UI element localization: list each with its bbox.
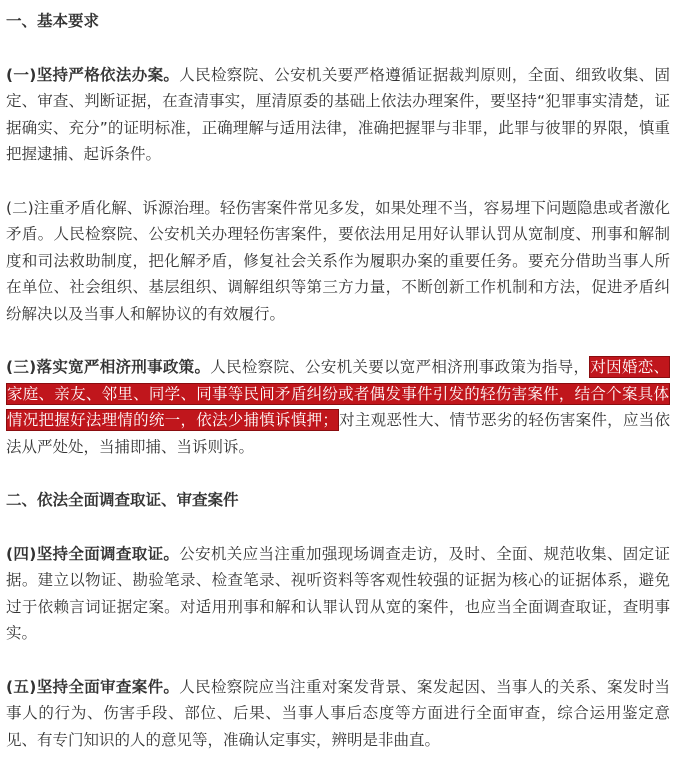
paragraph-3-text-after: 对主观恶性大、情节恶劣的轻伤害案件，应当依法从严处处，当捕即捕、当诉则诉。 xyxy=(6,411,670,456)
paragraph-3-highlighted-text: 对因婚恋、家庭、亲友、邻里、同学、同事等民间矛盾纠纷或者偶发事件引发的轻伤害案件，结合个案具体情况把握好法理情的统一，依法少捕慎诉慎押； xyxy=(7,358,669,429)
paragraph-2-lead: (二)注重矛盾化解、诉源治理。 xyxy=(6,198,220,217)
paragraph-2 xyxy=(6,195,670,328)
paragraph-4-text: 公安机关应当注重加强现场调查走访，及时、全面、规范收集、固定证据。建立以物证、勘验笔录、检查笔录、视听资料等客观性较强的证据为核心的证据体系，避免过于依赖言词证据定案。对适用刑事和解和认罪认罚从宽的案件，也应当全面调查取证，查明事实。 xyxy=(6,544,670,642)
section-2-title: 二、依法全面调查取证、审查案件 xyxy=(6,491,239,509)
spacer xyxy=(6,460,670,487)
paragraph-1-text: 人民检察院、公安机关要严格遵循证据裁判原则，全面、细致收集、固定、审查、判断证据，在查清事实，厘清原委的基础上依法办理案件，要坚持“犯罪事实清楚，证据确实、充分”的证明标准，正确理解与适用法律，准确把握罪与非罪，此罪与彼罪的界限，慎重把握逮捕、起诉条件。 xyxy=(6,65,670,163)
paragraph-3-text-before: 人民检察院、公安机关要以宽严相济刑事政策为指导， xyxy=(210,358,590,376)
paragraph-2-text: 轻伤害案件常见多发，如果处理不当，容易埋下问题隐患或者激化矛盾。人民检察院、公安机关办理轻伤害案件，要依法用足用好认罪认罚从宽制度、刑事和解制度和司法救助制度，把化解矛盾，修复社会关系作为履职办案的重要任务。要充分借助当事人所在单位、社会组织、基层组织、调解组织等第三方力量，不断创新工作机制和方法，促进矛盾纠纷解决以及当事人和解协议的有效履行。 xyxy=(6,198,670,323)
paragraph-5-text: 人民检察院应当注重对案发背景、案发起因、当事人的关系、案发时当事人的行为、伤害手段、部位、后果、当事人事后态度等方面进行全面审查，综合运用鉴定意见、有专门知识的人的意见等，准确认定事实，辨明是非曲直。 xyxy=(6,677,670,749)
spacer xyxy=(6,647,670,674)
section-1-title: 一、基本要求 xyxy=(6,12,100,30)
paragraph-5 xyxy=(6,674,670,754)
paragraph-3-lead: (三)落实宽严相济刑事政策。 xyxy=(6,358,211,376)
spacer xyxy=(6,327,670,354)
paragraph-1 xyxy=(6,62,670,168)
paragraph-4-lead: (四)坚持全面调查取证。 xyxy=(6,544,180,563)
paragraph-4 xyxy=(6,541,670,647)
spacer xyxy=(6,35,670,62)
paragraph-5-lead: (五)坚持全面审查案件。 xyxy=(6,677,180,696)
paragraph-3 xyxy=(6,354,670,460)
paragraph-1-lead: (一)坚持严格依法办案。 xyxy=(6,65,180,84)
spacer xyxy=(6,514,670,541)
spacer xyxy=(6,168,670,195)
